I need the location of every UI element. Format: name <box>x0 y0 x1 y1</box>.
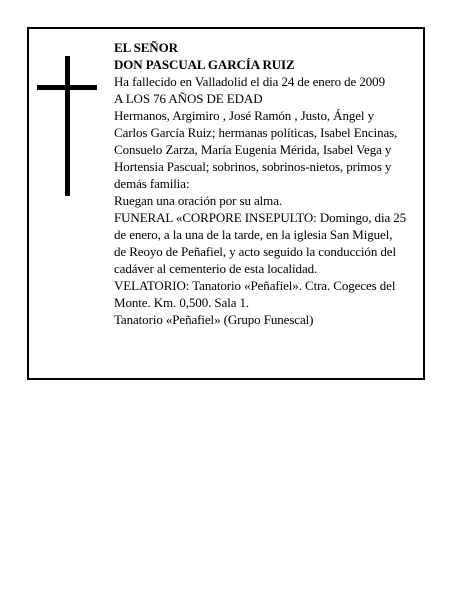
funeral-line-1: FUNERAL «CORPORE INSEPULTO: Domingo, dia 25 <box>114 210 407 225</box>
deceased-name: DON PASCUAL GARCÍA RUIZ <box>114 57 295 72</box>
cross-horizontal-bar <box>37 85 97 90</box>
family-line-3: Consuelo Zarza, María Eugenia Mérida, Isabel Vega y <box>114 142 392 157</box>
family-line-5: demás familia: <box>114 176 190 191</box>
funeral-line-2: de enero, a la una de la tarde, en la iglesia San Miguel, <box>114 227 393 242</box>
prayer-request: Ruegan una oración por su alma. <box>114 193 283 208</box>
obituary-text <box>114 39 434 328</box>
cross-vertical-bar <box>65 56 70 196</box>
death-announcement: Ha fallecido en Valladolid el dia 24 de enero de 2009 <box>114 74 385 89</box>
family-line-2: Carlos García Ruiz; hermanas políticas, Isabel Encinas, <box>114 125 398 140</box>
notice-heading-title: EL SEÑOR <box>114 40 178 55</box>
age-line: A LOS 76 AÑOS DE EDAD <box>114 91 263 106</box>
family-line-1: Hermanos, Argimiro , José Ramón , Justo, Ángel y <box>114 108 374 123</box>
wake-line-2: Monte. Km. 0,500. Sala 1. <box>114 295 250 310</box>
cross-icon <box>37 56 97 196</box>
funeral-line-3: de Reoyo de Peñafiel, y acto seguido la conducción del <box>114 244 396 259</box>
wake-line-1: VELATORIO: Tanatorio «Peñafiel». Ctra. Cogeces del <box>114 278 396 293</box>
funeral-line-4: cadáver al cementerio de esta localidad. <box>114 261 318 276</box>
funeral-home-line: Tanatorio «Peñafiel» (Grupo Funescal) <box>114 312 314 327</box>
family-line-4: Hortensia Pascual; sobrinos, sobrinos-nietos, primos y <box>114 159 392 174</box>
